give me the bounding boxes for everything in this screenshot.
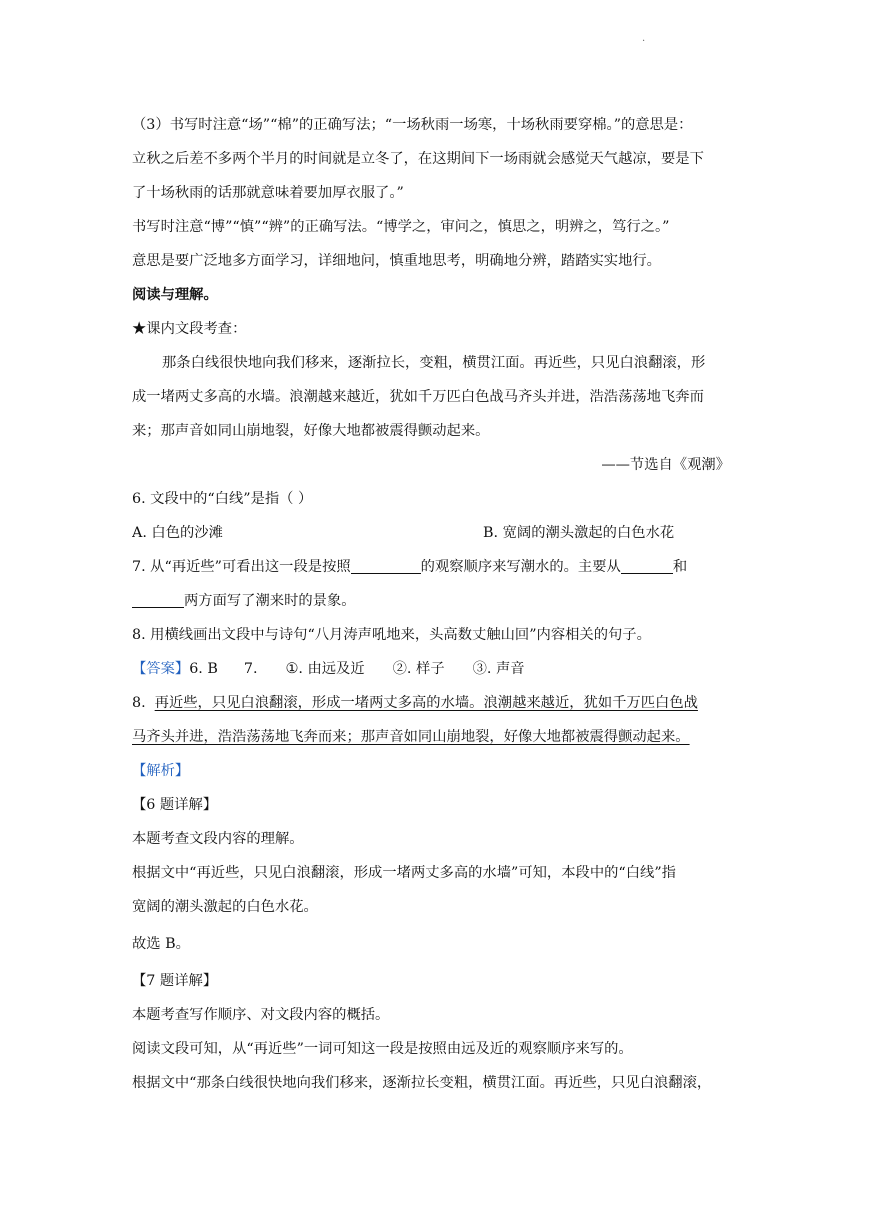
question-7-text: 的观察顺序来写潮水的。主要从 — [420, 559, 621, 575]
answer-8-underlined: 马齐头并进，浩浩荡荡地飞奔而来；那声音如同山崩地裂，好像大地都被震得颤动起来。 — [132, 729, 690, 745]
answer-7-2: ②. 样子 — [392, 661, 445, 677]
text-line: 立秋之后差不多两个半月的时间就是立冬了，在这期间下一场雨就会感觉天气越凉，要是下 — [132, 151, 704, 167]
answer-7-1: ①. 由远及近 — [285, 661, 365, 677]
analysis-heading-6: 【6 题详解】 — [132, 797, 218, 813]
answer-line — [132, 652, 738, 686]
text-line: 了十场秋雨的话那就意味着要加厚衣服了。” — [132, 185, 404, 201]
answer-6: 6. B — [189, 661, 218, 677]
analysis-text: 根据文中“再近些，只见白浪翻滚，形成一堵两丈多高的水墙”可知，本段中的“白线”指 — [132, 865, 676, 881]
option-a: A. 白色的沙滩 — [132, 525, 223, 541]
passage-line: 成一堵两丈多高的水墙。浪潮越来越近，犹如千万匹白色战马齐头并进，浩浩荡荡地飞奔而 — [132, 389, 704, 405]
question-7-text: 两方面写了潮来时的景象。 — [184, 593, 356, 609]
answer-tag: 【答案】 — [132, 661, 190, 677]
text-line: （3）书写时注意“场”“棉”的正确写法；“一场秋雨一场寒，十场秋雨要穿棉。”的意思是： — [132, 117, 693, 133]
question-8: 8. 用横线画出文段中与诗句“八月涛声吼地来，头高数丈触山回”内容相关的句子。 — [132, 627, 651, 643]
text-line: 意思是要广泛地多方面学习，详细地问，慎重地思考，明确地分辨，踏踏实实地行。 — [132, 253, 661, 269]
passage-line: 那条白线很快地向我们移来，逐渐拉长，变粗，横贯江面。再近些，只见白浪翻滚，形 — [162, 355, 706, 371]
passage-source: ——节选自《观潮》 — [601, 457, 730, 473]
star-title: ★课内文段考查： — [132, 321, 247, 337]
answer-blank — [351, 557, 421, 574]
answer-8-number: 8. — [132, 695, 146, 711]
analysis-text: 阅读文段可知，从“再近些”一词可知这一段是按照由远及近的观察顺序来写的。 — [132, 1041, 633, 1057]
analysis-text: 本题考查写作顺序、对文段内容的概括。 — [132, 1007, 390, 1023]
question-7-text: 和 — [672, 559, 688, 575]
analysis-text: 宽阔的潮头激起的白色水花。 — [132, 899, 318, 915]
section-title: 阅读与理解。 — [132, 287, 218, 303]
answer-8-underlined: 再近些，只见白浪翻滚，形成一堵两丈多高的水墙。浪潮越来越近，犹如千万匹白色战 — [154, 695, 698, 711]
answer-blank — [132, 591, 184, 608]
answer-7-3: ③. 声音 — [472, 661, 525, 677]
analysis-text: 本题考查文段内容的理解。 — [132, 831, 304, 847]
question-6: 6. 文段中的“白线”是指（ ） — [132, 491, 313, 507]
answer-7: 7. — [243, 661, 258, 677]
passage-line: 来；那声音如同山崩地裂，好像大地都被震得颤动起来。 — [132, 423, 490, 439]
question-6-options — [132, 516, 738, 550]
question-7-line2 — [132, 584, 738, 618]
analysis-text: 根据文中“那条白线很快地向我们移来，逐渐拉长变粗，横贯江面。再近些，只见白浪翻滚， — [132, 1075, 712, 1091]
analysis-heading-7: 【7 题详解】 — [132, 973, 218, 989]
document-body — [132, 108, 738, 1100]
analysis-text: 故选 B。 — [132, 936, 190, 952]
question-7-text: 7. 从“再近些”可看出这一段是按照 — [132, 559, 351, 575]
answer-8-line1 — [132, 686, 738, 720]
analysis-tag: 【解析】 — [132, 763, 190, 779]
option-b: B. 宽阔的潮头激起的白色水花 — [483, 525, 675, 541]
question-7-line1 — [132, 550, 738, 584]
text-line: 书写时注意“博”“慎”“辨”的正确写法。“博学之，审问之，慎思之，明辨之，笃行之。” — [132, 219, 670, 235]
answer-8-line2 — [132, 720, 738, 754]
answer-blank — [621, 557, 673, 574]
header-dot: . — [642, 33, 646, 44]
